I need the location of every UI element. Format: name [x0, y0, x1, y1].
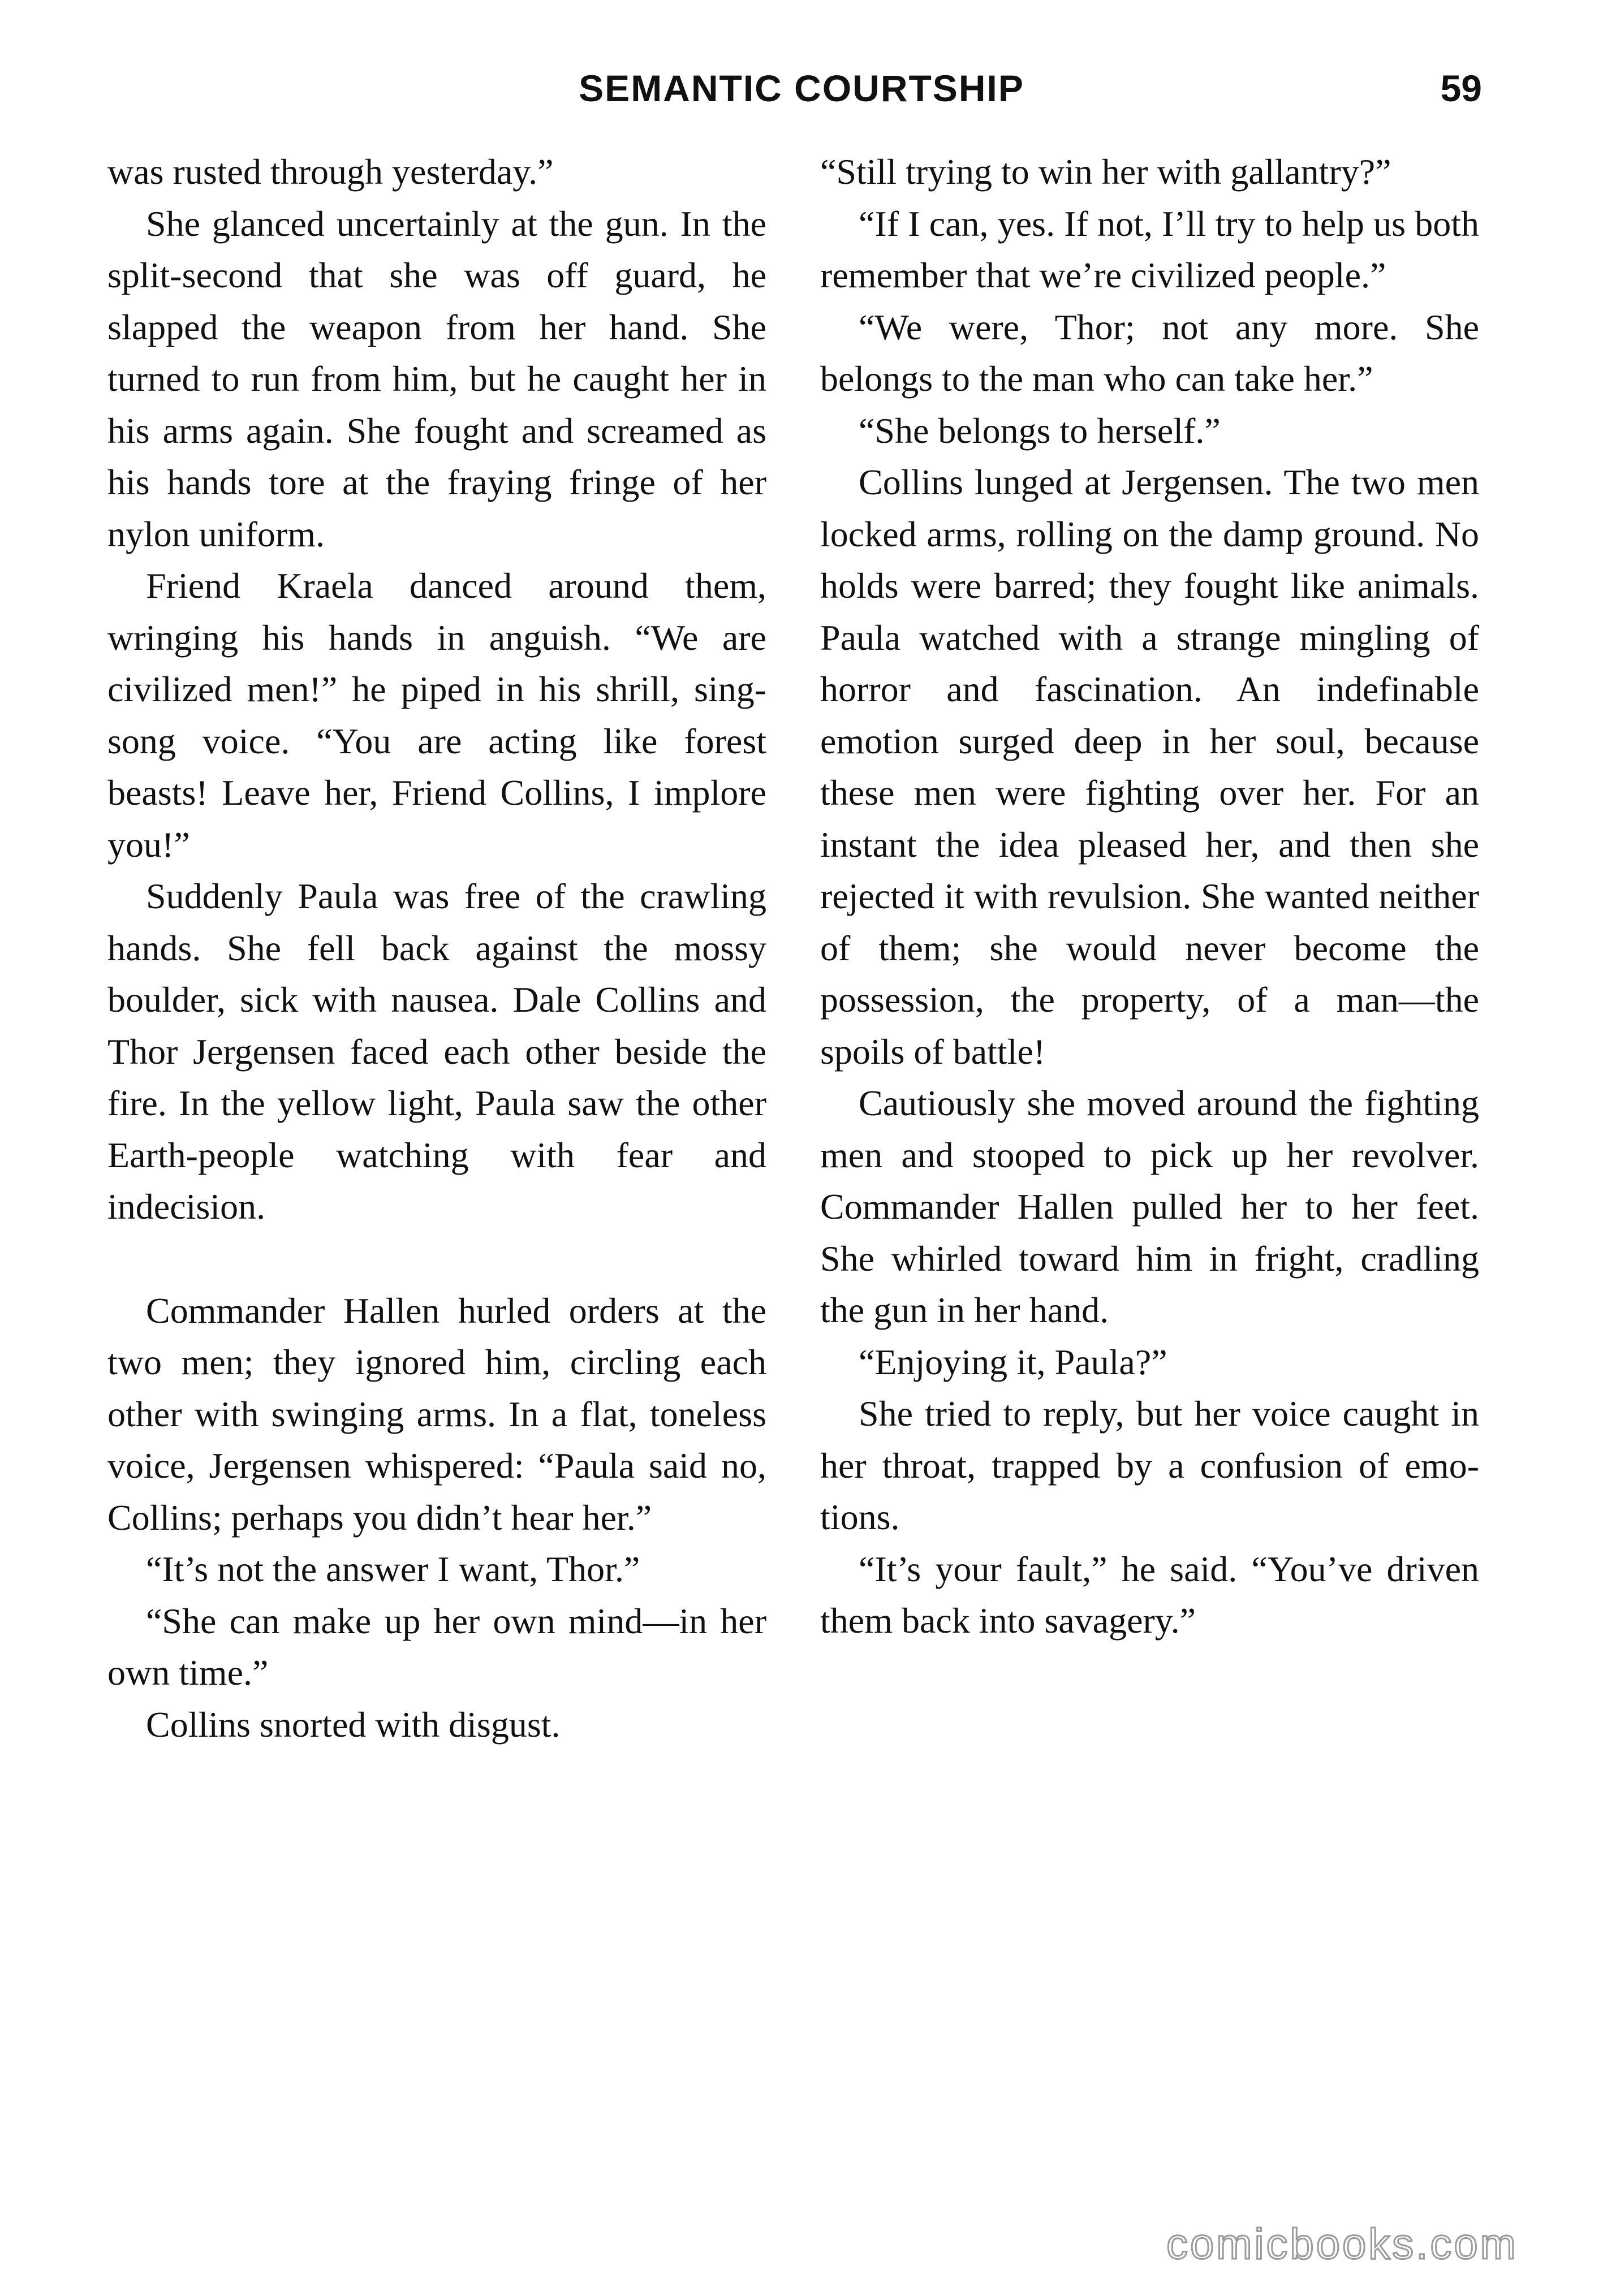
page-header — [0, 67, 1603, 129]
paragraph: “If I can, yes. If not, I’ll try to help us both remember that we’re civilized people.” — [820, 203, 1479, 295]
paragraph: Friend Kraela danced around them, wringing his hands in anguish. “We are civilized men!” he piped in his shrill, sing-song voice. “You are acting like forest beasts! Leave her, Friend Collins, I implore you!” — [107, 566, 766, 865]
paragraph: Collins lunged at Jergensen. The two men locked arms, rolling on the damp ground. No holds were barred; they fought like animals. Paula watched with a strange mingling of horror and fascination. An indefinable emotion surged deep in her soul, because these men were fighting over her. For an instant the idea pleased her, and then she rejected it with revulsion. She wanted neither of them; she would never become the possession, the property, of a man—the spoils of battle! — [820, 462, 1479, 1072]
paragraph: She tried to reply, but her voice caught in her throat, trapped by a confusion of emotions. — [820, 1393, 1479, 1537]
paragraph: Commander Hallen hurled orders at the two men; they ignored him, circling each other with swinging arms. In a flat, toneless voice, Jergensen whispered: “Paula said no, Collins; perhaps you didn’t hear her.” — [107, 1290, 766, 1538]
paragraph: “She belongs to herself.” — [859, 410, 1221, 451]
paragraph: “It’s your fault,” he said. “You’ve driven them back into savagery.” — [820, 1548, 1479, 1641]
paragraph: “We were, Thor; not any more. She belongs to the man who can take her.” — [820, 307, 1479, 399]
running-title: SEMANTIC COURTSHIP — [579, 67, 1024, 109]
paragraph: “Still trying to win her with gallantry?” — [820, 152, 1391, 192]
left-column — [107, 146, 766, 1750]
paragraph: Cautiously she moved around the fighting men and stooped to pick up her revolver. Commander Hallen pulled her to her feet. She whirled toward him in fright, cradling the gun in her hand. — [820, 1083, 1479, 1330]
paragraph: “It’s not the answer I want, Thor.” — [146, 1549, 640, 1589]
page-number: 59 — [1440, 67, 1482, 109]
paragraph: Collins snorted with disgust. — [146, 1704, 561, 1745]
paragraph: She glanced uncertainly at the gun. In the split-second that she was off guard, he slapped the weapon from her hand. She turned to run from him, but he caught her in his arms again. She fought and screamed as his hands tore at the fraying fringe of her nylon uniform. — [107, 203, 766, 554]
paragraph: “Enjoying it, Paula?” — [859, 1341, 1167, 1382]
paragraph: “She can make up her own mind—in her own time.” — [107, 1600, 766, 1693]
paragraph: was rusted through yesterday.” — [107, 152, 554, 192]
right-column — [820, 146, 1479, 1647]
watermark: comicbooks.com — [1166, 2220, 1518, 2268]
paragraph: Suddenly Paula was free of the crawling hands. She fell back against the mossy boulder, sick with nausea. Dale Collins and Thor Jergensen faced each other beside the fire. In the yellow light, Paula saw the other Earth-people watching with fear and indecision. — [107, 876, 766, 1227]
